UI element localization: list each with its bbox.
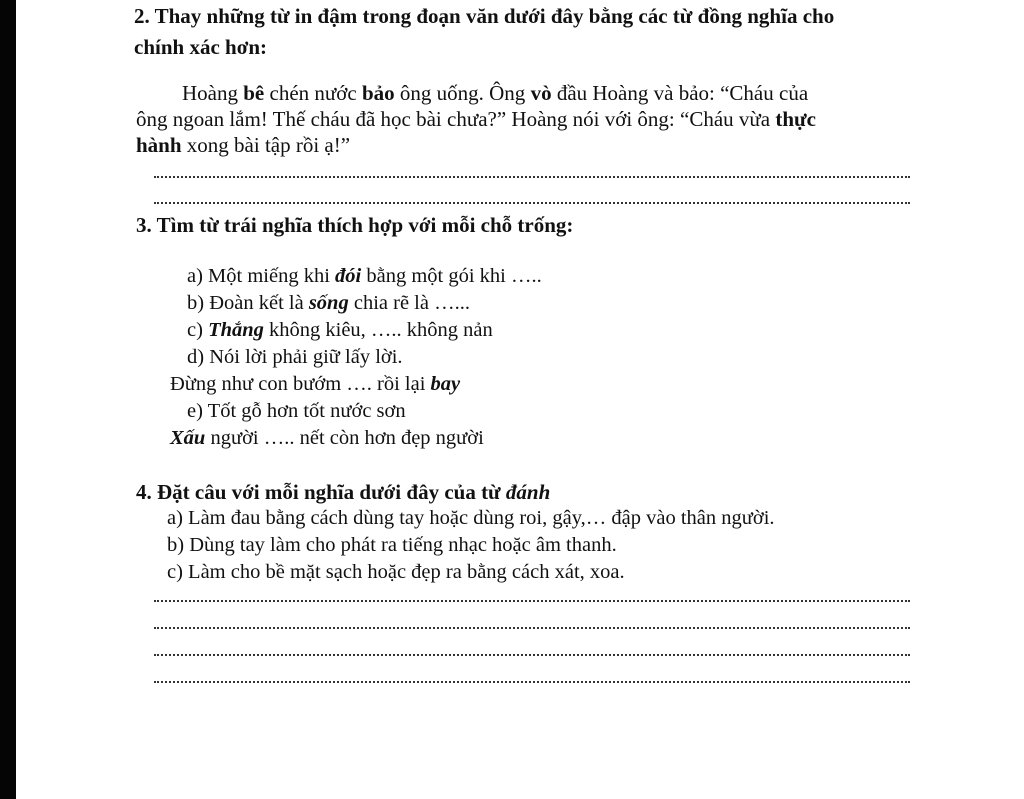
bold-word: thực bbox=[775, 107, 816, 131]
q2-passage-line1 bbox=[182, 80, 808, 106]
q4-item-c: c) Làm cho bề mặt sạch hoặc đẹp ra bằng cách xát, xoa. bbox=[167, 561, 625, 583]
passage-text: ông ngoan lắm! Thế cháu đã học bài chưa?” Hoàng nói với ông: “Cháu vừa bbox=[136, 107, 776, 131]
bold-word: bê bbox=[243, 81, 265, 105]
item-text: người ….. nết còn hơn đẹp người bbox=[205, 427, 484, 449]
q4-title bbox=[136, 479, 550, 505]
bold-word: hành bbox=[136, 133, 182, 157]
left-edge-shadow bbox=[0, 0, 16, 799]
q2-passage-line2 bbox=[136, 106, 816, 132]
emphasized-word: sống bbox=[308, 292, 349, 314]
item-text: không kiêu, ….. không nản bbox=[263, 319, 493, 341]
item-text: c) bbox=[187, 319, 209, 341]
passage-text: ông uống. Ông bbox=[394, 81, 531, 105]
worksheet-page bbox=[16, 0, 1024, 799]
answer-line bbox=[154, 600, 910, 602]
emphasized-word: đánh bbox=[505, 480, 551, 504]
passage-text: xong bài tập rồi ạ!” bbox=[181, 133, 351, 157]
emphasized-word: Thắng bbox=[208, 319, 264, 341]
item-text: Đừng như con bướm …. rồi lại bbox=[170, 373, 431, 395]
passage-text: chén nước bbox=[264, 81, 362, 105]
item-text: a) Một miếng khi bbox=[187, 265, 336, 287]
q2-title-line2: chính xác hơn: bbox=[134, 35, 267, 59]
q4-item-b: b) Dùng tay làm cho phát ra tiếng nhạc hoặc âm thanh. bbox=[167, 534, 617, 556]
q3-item-a bbox=[187, 264, 542, 289]
passage-text: đầu Hoàng và bảo: “Cháu của bbox=[551, 81, 809, 105]
bold-word: bảo bbox=[361, 81, 395, 105]
emphasized-word: bay bbox=[430, 373, 461, 395]
item-text: bằng một gói khi ….. bbox=[361, 265, 542, 287]
q3-item-d-line2 bbox=[170, 372, 460, 397]
q3-title: 3. Tìm từ trái nghĩa thích hợp với mỗi chỗ trống: bbox=[136, 213, 574, 237]
passage-text: Hoàng bbox=[182, 81, 244, 105]
emphasized-word: đói bbox=[335, 265, 362, 287]
bold-word: vò bbox=[530, 81, 552, 105]
emphasized-word: Xấu bbox=[170, 427, 206, 449]
item-text: chia rẽ là …... bbox=[348, 292, 470, 314]
answer-line bbox=[154, 654, 910, 656]
answer-line bbox=[154, 176, 910, 178]
answer-line bbox=[154, 681, 910, 683]
title-text: 4. Đặt câu với mỗi nghĩa dưới đây của từ bbox=[136, 480, 506, 504]
q4-item-a: a) Làm đau bằng cách dùng tay hoặc dùng roi, gậy,… đập vào thân người. bbox=[167, 507, 775, 529]
item-text: b) Đoàn kết là bbox=[187, 292, 309, 314]
answer-line bbox=[154, 627, 910, 629]
q2-title-line1: 2. Thay những từ in đậm trong đoạn văn dưới đây bằng các từ đồng nghĩa cho bbox=[134, 4, 835, 28]
q3-item-b bbox=[187, 291, 470, 316]
q2-passage-line3 bbox=[136, 132, 350, 158]
q3-item-d-line1: d) Nói lời phải giữ lấy lời. bbox=[187, 346, 403, 368]
q3-item-e-line2 bbox=[170, 426, 484, 451]
q3-item-e-line1: e) Tốt gỗ hơn tốt nước sơn bbox=[187, 400, 406, 422]
q3-item-c bbox=[187, 318, 493, 343]
answer-line bbox=[154, 202, 910, 204]
